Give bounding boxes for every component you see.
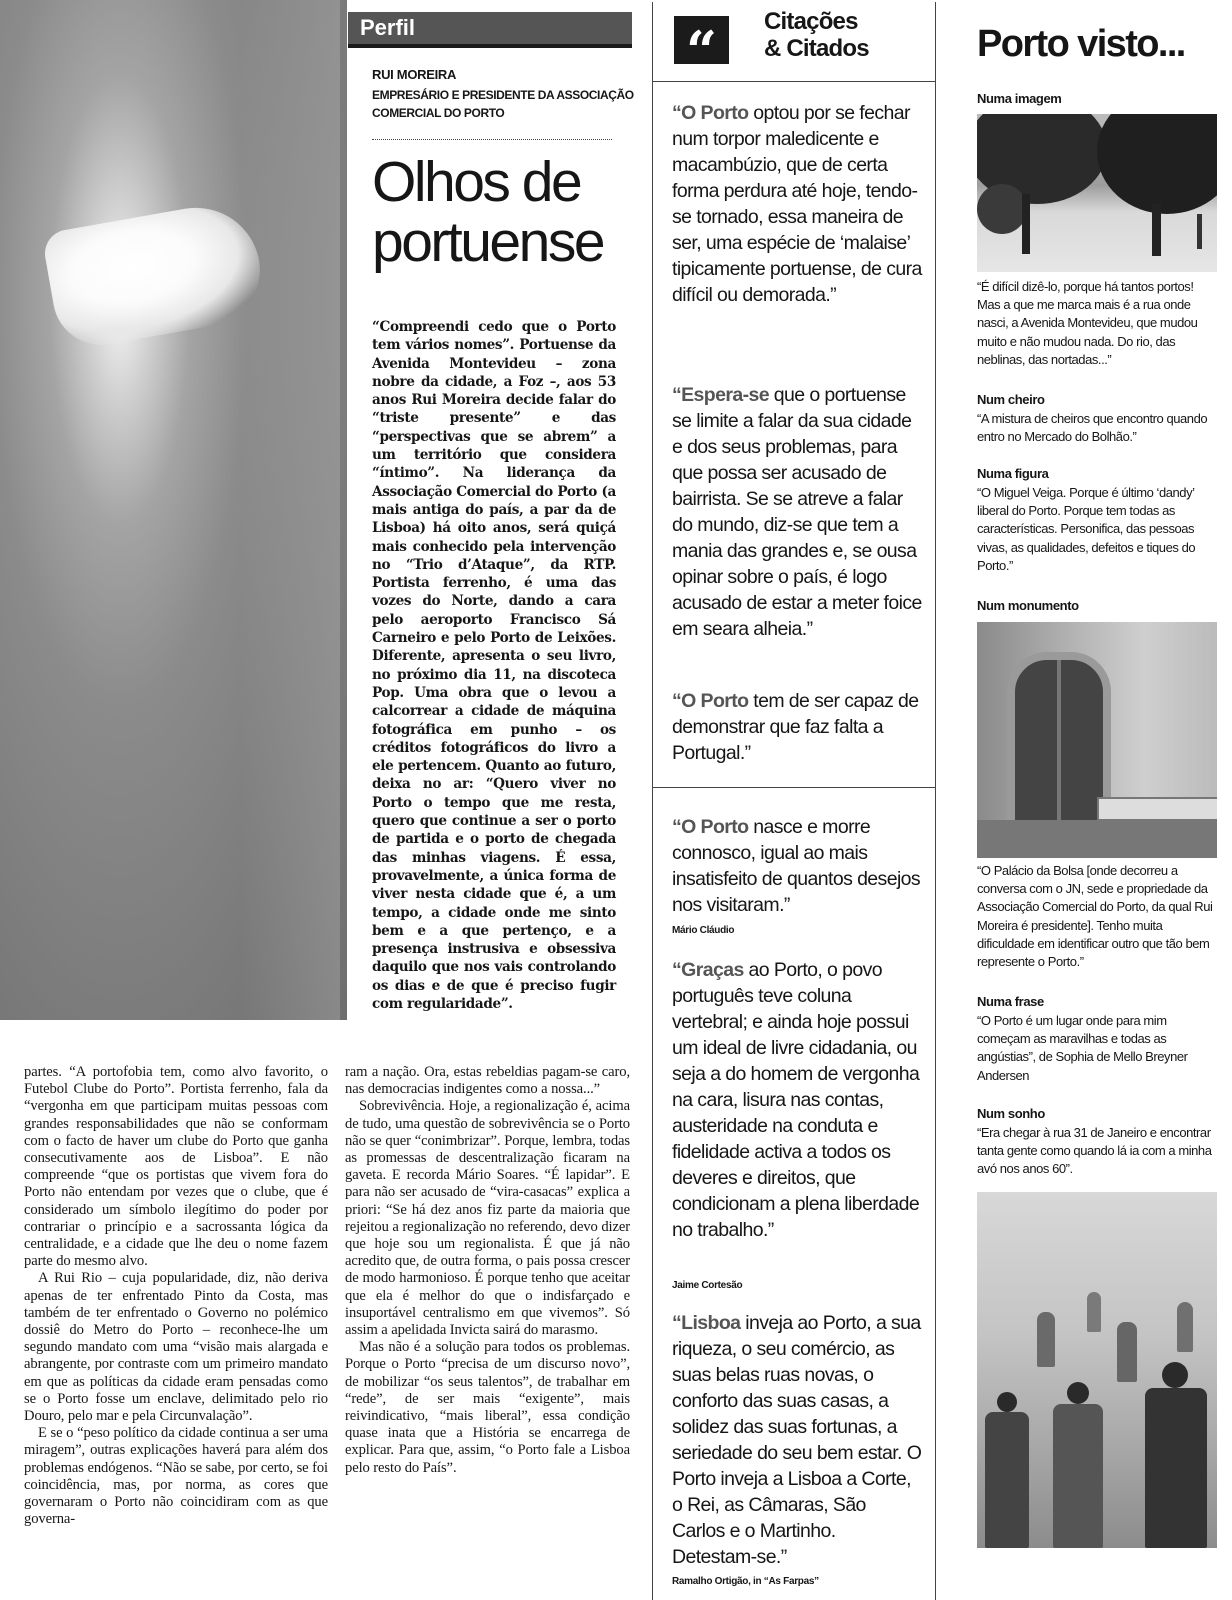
quote-6 xyxy=(672,1310,922,1570)
pv-heading-imagem: Numa imagem xyxy=(977,91,1062,106)
quote-lead: “Espera-se xyxy=(672,384,769,406)
pv-text-monumento: “O Palácio da Bolsa [onde decorreu a conversa com o JN, sede e propriedade da Associação Comercial do Porto, da qual Rui Moreira é presidente]. Tenho muita dificuldade em identificar outro que tão bem represente o Porto.” xyxy=(977,863,1213,970)
lead-paragraph: “Compreendi cedo que o Porto tem vários nomes”. Portuense da Avenida Montevideu – zona nobre da cidade, a Foz –, aos 53 anos Rui Moreira decide falar do “triste presente” e das “perspectivas que se abrem” a um território que considera “íntimo”. Na liderança da Associação Comercial do Porto (a mais antiga do país, a par da de Lisboa) há oito anos, será quiçá mais conhecido pela intervenção no “Trio d’Ataque”, da RTP. Portista ferrenho, é uma das vozes do Norte, dando a cara pelo aeroporto Francisco Sá Carneiro e pelo Porto de Leixões. Diferente, apresenta o seu livro, no próximo dia 11, na discoteca Pop. Uma obra que o levou a calcorrear a cidade de máquina fotográfica em punho – os créditos fotográficos do livro a ele pertencem. Quanto ao futuro, deixa no ar: “Quero viver no Porto o tempo que me resta, quero que continue a ser o porto de partida e o porto de chegada das minhas viagens. É essa, provavelmente, a única forma de viver nesta cidade que é, a um tempo, a cidade onde me sinto bem e a que pertenço, e a presença instrusiva e obsessiva daquilo que nos vais controlando os dias e de que é preciso fugir com regularidade”. xyxy=(372,319,616,1012)
tree-trunk xyxy=(1022,194,1030,254)
body-paragraph: Mas não é a solução para todos os problemas. Porque o Porto “precisa de um discurso novo”, de mobilizar “os seus talentos”, de trabalhar em “rede”, de ser mais “exigente”, mais reivindicativo, “mais liberal”, essa condição quase inata que a História se encarrega de explicar. Para que, assim, “o Porto fale a Lisboa pelo resto do País”. xyxy=(345,1339,630,1476)
pv-heading-cheiro: Num cheiro xyxy=(977,392,1045,407)
pv-text-imagem: “É difícil dizê-lo, porque há tantos portos! Mas a que me marca mais é a rua onde nasci, a Avenida Montevideu, que mudou muito e não mudou nada. Do rio, das neblinas, das nortadas...” xyxy=(977,279,1198,367)
pv-text-cheiro: “A mistura de cheiros que encontro quando entro no Mercado do Bolhão.” xyxy=(977,411,1208,445)
quote-lead: “Graças xyxy=(672,959,744,981)
quote-source: Mário Cláudio xyxy=(672,925,735,936)
person-head xyxy=(1067,1382,1089,1404)
porto-visto-title: Porto visto... xyxy=(977,23,1185,65)
palace-photo xyxy=(977,622,1217,858)
quote-text: ao Porto, o povo português teve coluna vertebral; e ainda hoje possui um ideal de livre cidadania, ou seja a do homem de vergonha na cara, lisura nas contas, austeridade na conduta e fidelidade activa a todos os deveres e direitos, que condicionam a plena liberdade no trabalho.” xyxy=(672,959,920,1241)
crowd-photo xyxy=(977,1192,1217,1548)
floor-shape xyxy=(977,820,1217,858)
pv-text-sonho: “Era chegar à rua 31 de Janeiro e encontrar tanta gente como quando lá ia com a minha avó nos anos 60”. xyxy=(977,1125,1212,1177)
tree-trunk xyxy=(1197,214,1202,249)
pv-heading-monumento: Num monumento xyxy=(977,598,1079,613)
quote-lead: “O Porto xyxy=(672,102,749,124)
quote-text: inveja ao Porto, a sua riqueza, o seu comércio, as suas belas ruas novas, o conforto das suas casas, a solidez das suas fortunas, a seriedade do seu bem estar. O Porto inveja a Lisboa a Corte, o Rei, as Câmaras, São Carlos e o Martinho. Detestam-se.” xyxy=(672,1312,922,1568)
body-paragraph: ram a nação. Ora, estas rebeldias pagam-se caro, nas democracias indigentes como a nossa...” xyxy=(345,1064,630,1098)
body-paragraph: Sobrevivência. Hoje, a regionalização é, acima de tudo, uma questão de sobrevivência se o Porto não se quer “conimbrizar”. Porque, lembra, todas as promessas de descentralização ficaram na gaveta. E recorda Mário Soares. “É lapidar”. E para não ser acusado de “vira-casacas” explica a priori: “Se há dez anos fiz parte da maioria que rejeitou a regionalização no referendo, devo dizer que hoje sou um regionalista. É que já não acredito que, de outra forma, o pais possa crescer de modo harmonioso. É porque tenho que aceitar que ela é melhor do que o indisfarçado e insuportável centralismo em que vivemos”. Só assim a apelidada Invicta sairá do marasmo. xyxy=(345,1098,630,1339)
quote-2 xyxy=(672,382,922,642)
tree-trunk xyxy=(1152,204,1161,256)
lamp-photo xyxy=(0,0,347,1020)
headline: Olhos de portuense xyxy=(372,150,604,274)
door-shape xyxy=(1007,652,1111,828)
body-paragraph: E se o “peso político da cidade continua a ser uma miragem”, outras explicações haverá para além dos problemas endógenos. “Não se sabe, por certo, se foi coincidência, mas, por norma, as cores que governaram o Porto não coincidiram com as que governa- xyxy=(24,1425,329,1528)
quote-source: Ramalho Ortigão, in “As Farpas” xyxy=(672,1576,819,1587)
citations-title xyxy=(764,8,869,62)
quote-lead: “Lisboa xyxy=(672,1312,741,1334)
body-paragraph: A Rui Rio – cuja popularidade, diz, não deriva apenas de ter enfrentado Pinto da Costa, mas também de ter enfrentado o Governo no polémico dossiê do Metro do Porto – reconhece-lhe um segundo mandato com uma “visão mais alargada e abrangente, por contraste com um primeiro mandato em que as políticas da cidade eram pensadas como se o Porto fosse um enclave, delimitado pelo rio Douro, pelo mar e pela Circunvalação”. xyxy=(24,1270,328,1425)
person-shape xyxy=(1053,1404,1103,1548)
quote-lead: “O Porto xyxy=(672,816,749,838)
person-shape xyxy=(1037,1312,1055,1367)
trees-photo xyxy=(977,114,1217,272)
pv-heading-sonho: Num sonho xyxy=(977,1106,1045,1121)
section-label: Perfil xyxy=(348,12,632,44)
quote-lead: “O Porto xyxy=(672,690,749,712)
lamp-light-shape xyxy=(41,198,269,353)
bench-shape xyxy=(1097,797,1217,821)
person-head xyxy=(997,1392,1017,1412)
citations-title-line2: & Citados xyxy=(764,35,869,62)
person-shape xyxy=(985,1412,1029,1548)
quote-4 xyxy=(672,814,922,918)
person-shape xyxy=(1087,1292,1101,1332)
citations-title-line1: Citações xyxy=(764,8,858,35)
photo-glare xyxy=(240,0,340,1020)
person-shape xyxy=(1117,1322,1137,1382)
quote-text: nasce e morre connosco, igual ao mais insatisfeito de quantos desejos nos visitaram.” xyxy=(672,816,921,916)
dotted-divider xyxy=(372,139,612,140)
person-shape xyxy=(1145,1388,1207,1548)
pv-text-figura: “O Miguel Veiga. Porque é último ‘dandy’ liberal do Porto. Porque tem todas as características. Personifica, das pessoas vivas, as qualidades, defeitos e tiques do Porto.” xyxy=(977,485,1196,573)
quote-5 xyxy=(672,957,922,1243)
quote-text: optou por se fechar num torpor maledicente e macambúzio, que de certa forma perdura até hoje, tendo-se tornado, essa maneira de ser, uma espécie de ‘malaise’ tipicamente portuense, de cura difícil ou demorada.” xyxy=(672,102,922,306)
quote-1 xyxy=(672,100,922,308)
pv-heading-frase: Numa frase xyxy=(977,994,1044,1009)
section-rule xyxy=(348,44,632,48)
person-head xyxy=(1162,1362,1188,1388)
author-name: RUI MOREIRA xyxy=(372,67,457,82)
quote-mark-icon: “ xyxy=(674,16,729,64)
quote-source: Jaime Cortesão xyxy=(672,1280,743,1291)
tree-shape xyxy=(1097,114,1217,214)
person-shape xyxy=(1177,1302,1193,1352)
body-column-left xyxy=(24,1064,328,1528)
pv-heading-figura: Numa figura xyxy=(977,466,1049,481)
quote-text: tem de ser capaz de demonstrar que faz falta a Portugal.” xyxy=(672,690,919,764)
tree-shape xyxy=(977,184,1027,234)
pv-text-frase: “O Porto é um lugar onde para mim começam as maravilhas e todas as angústias”, de Sophia de Mello Breyner Andersen xyxy=(977,1013,1188,1083)
body-column-middle xyxy=(345,1064,630,1477)
body-paragraph: partes. “A portofobia tem, como alvo favorito, o Futebol Clube do Porto”. Portista ferrenho, fala da “vergonha em que participam muitas pessoas com grandes responsabilidades que não se conformam com o facto de haver um clube do Porto que ganha consecutivamente aos de Lisboa”. E não compreende “que os portistas que vivem fora do Porto não entendam por vezes que o clube, que é considerado um símbolo ilegítimo do poder por contrariar o princípio e a sacrossanta lógica da centralidade, e a cidade que lhe deu o nome fazem parte do mesmo alvo. xyxy=(24,1064,328,1270)
author-role: EMPRESÁRIO E PRESIDENTE DA ASSOCIAÇÃO COMERCIAL DO PORTO xyxy=(372,88,634,120)
quote-3 xyxy=(672,688,922,766)
quote-text: que o portuense se limite a falar da sua cidade e dos seus problemas, para que possa ser acusado de bairrista. Se se atreve a falar do mundo, diz-se que tem a mania das grandes e, se ousa opinar sobre o país, é logo acusado de estar a meter foice em seara alheia.” xyxy=(672,384,922,640)
